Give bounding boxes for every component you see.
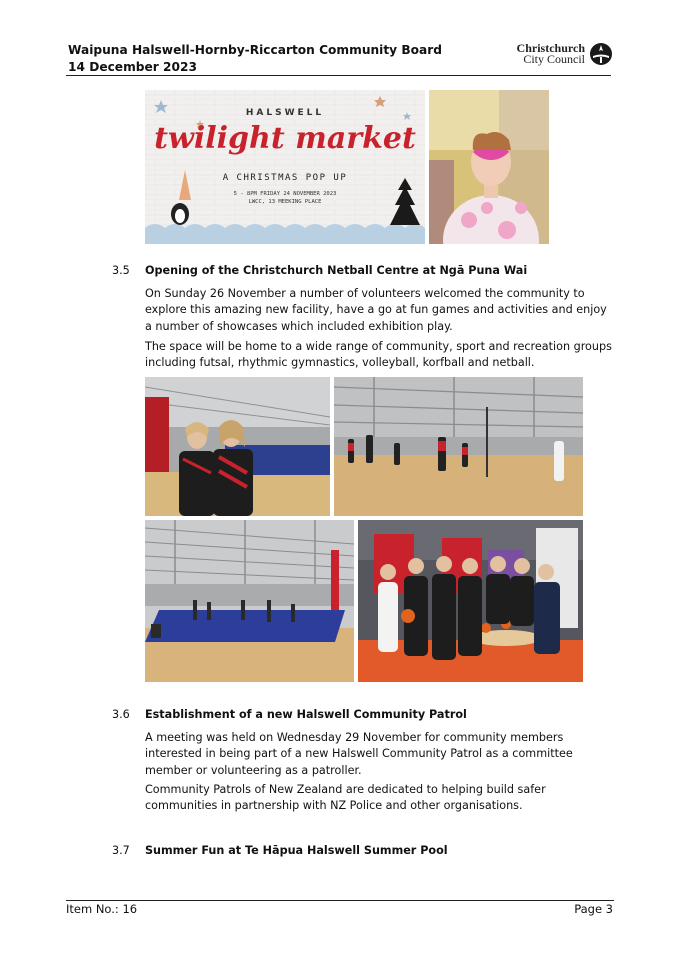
poster-subhead: A CHRISTMAS POP UP — [222, 173, 348, 183]
header-date: 14 December 2023 — [68, 60, 197, 74]
poster-headline: twilight market — [154, 121, 416, 156]
netball-court-warmup-photo — [145, 520, 354, 682]
poster-detail-venue: LWCC, 13 MEEKING PLACE — [248, 199, 322, 205]
netball-volunteers-photo — [145, 377, 330, 516]
footer-item-number: Item No.: 16 — [66, 902, 138, 916]
section-3-6-paragraph-2: Community Patrols of New Zealand are dedicated to helping build safer communities in partnership with NZ Police and other organisations. — [145, 783, 546, 813]
cathedral-logo-icon — [589, 42, 613, 66]
council-logo — [517, 42, 613, 66]
section-number: 3.5 — [112, 264, 130, 277]
logo-text-line2: City Council — [523, 52, 585, 66]
footer-divider — [66, 900, 614, 901]
poster-detail-date: 5 - 8PM FRIDAY 24 NOVEMBER 2023 — [233, 191, 337, 197]
section-title: Establishment of a new Halswell Community Patrol — [145, 708, 467, 721]
face-painted-child-photo — [429, 90, 549, 244]
header-divider — [66, 75, 611, 76]
section-number: 3.7 — [112, 844, 130, 857]
section-title: Summer Fun at Te Hāpua Halswell Summer Pool — [145, 844, 448, 857]
poster-top-label: HALSWELL — [245, 108, 325, 118]
logo-text-line1: Christchurch — [516, 41, 585, 55]
section-3-5-paragraph-1: On Sunday 26 November a number of volunteers welcomed the community to explore this amazing new facility, have a go at fun games and activities and enjoy a number of showcases which included exhibition play. — [145, 287, 607, 333]
header-board-name: Waipuna Halswell-Hornby-Riccarton Community Board — [68, 43, 442, 57]
netball-players-group-photo — [358, 520, 583, 682]
section-3-5-paragraph-2: The space will be home to a wide range of community, sport and recreation groups including futsal, rhythmic gymnastics, volleyball, korfball and netball. — [145, 340, 612, 370]
page-header — [68, 42, 613, 76]
footer-page-number: Page 3 — [574, 902, 613, 916]
twilight-market-poster — [145, 90, 425, 244]
section-number: 3.6 — [112, 708, 130, 721]
netball-game-photo — [334, 377, 583, 516]
section-3-6-paragraph-1: A meeting was held on Wednesday 29 November for community members interested in being part of a new Halswell Community Patrol as a committee member or volunteering as a patroller. — [145, 731, 573, 777]
section-title: Opening of the Christchurch Netball Centre at Ngā Puna Wai — [145, 264, 528, 277]
